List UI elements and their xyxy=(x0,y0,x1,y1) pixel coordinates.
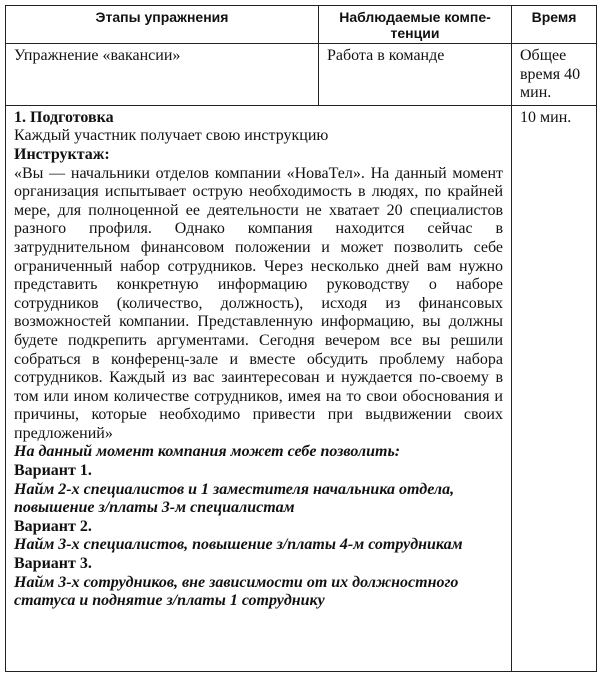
table-row xyxy=(6,105,597,671)
preparation-cell xyxy=(6,105,512,671)
variant-text: Найм 3-х специалистов, повышение з/платы 4-м сотрудникам xyxy=(14,536,463,554)
variant-text: Найм 2-х специалистов и 1 заместителя начальника отдела, повышение з/платы 3-м специалистам xyxy=(14,480,455,517)
total-time: Общее время 40 мин. xyxy=(512,44,597,106)
variant-label: Вариант 2. xyxy=(14,517,92,535)
section-title: 1. Подготовка xyxy=(14,108,114,126)
company-can-label: На данный момент компания может себе позволить: xyxy=(14,443,401,461)
variant-label: Вариант 3. xyxy=(14,555,92,573)
instructaj-label: Инструктаж: xyxy=(14,145,110,163)
instructaj-text: «Вы — начальники отделов компании «НоваТел». На данный момент организация испытывает острую необходимость в людях, по крайней мере, для полноценной ее деятельности не хватает 20 специалистов разного профиля. Однако компания находится сейчас в затруднительном финансовом положении и может позволить себе ограниченный набор сотрудников. Через несколько дней вам нужно представить конкретную информацию руководству о наборе сотрудников (количество, должность), исходя из финансовых возможностей компании. Представленную информацию, вы должны будете подкрепить аргументами. Сегодня вечером все вы решили собраться в конференц-зале и вместе обсудить проблему набора сотрудников. Каждый из вас заинтересован и нуждается по-своему в том или ином количестве сотрудников, имея на то свои обоснования и причины, которые необходимо привести при выдвижении своих предложений» xyxy=(14,164,503,442)
intro-text: Каждый участник получает свою инструкцию xyxy=(14,127,329,145)
table-header-row xyxy=(6,6,597,44)
variant-label: Вариант 1. xyxy=(14,462,92,480)
header-time: Время xyxy=(512,6,597,44)
competence-name: Работа в команде xyxy=(319,44,512,106)
header-competences: Наблюдаемые компе-тенции xyxy=(319,6,512,44)
header-stages: Этапы упражнения xyxy=(6,6,319,44)
table-row xyxy=(6,44,597,106)
exercise-table xyxy=(5,5,597,672)
variant-text: Найм 3-х сотрудников, вне зависимости от их должностного статуса и поднятие з/платы 1 сотруднику xyxy=(14,573,459,610)
exercise-name: Упражнение «вакансии» xyxy=(6,44,319,106)
preparation-time: 10 мин. xyxy=(512,105,597,671)
